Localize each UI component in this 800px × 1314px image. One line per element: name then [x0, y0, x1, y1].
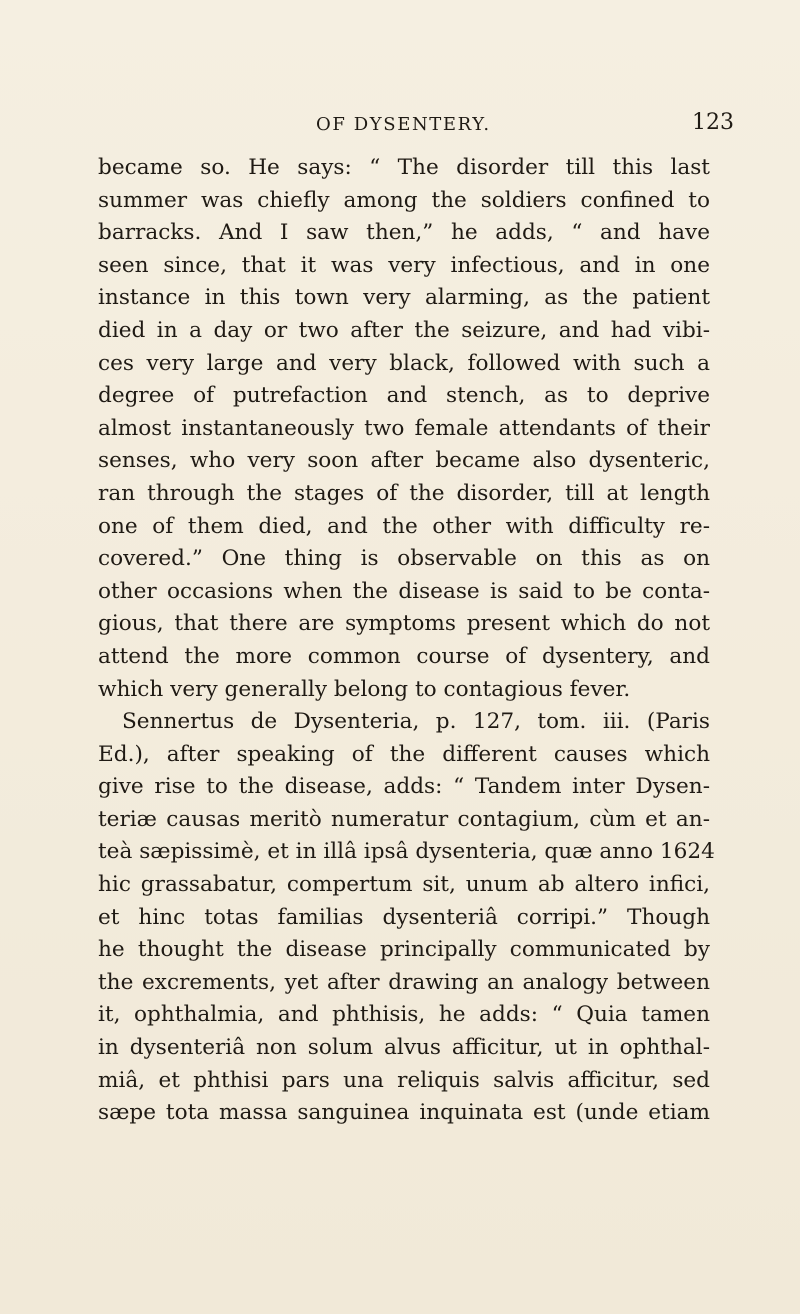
text-line: other occasions when the disease is said to be conta- [98, 578, 710, 604]
text-line: in dysenteriâ non solum alvus afficitur, ut in ophthal- [98, 1035, 710, 1061]
text-line: almost instantaneously two female attendants of their [98, 415, 710, 441]
text-line: ces very large and very black, followed with such a [98, 350, 710, 376]
text-line: summer was chiefly among the soldiers confined to [98, 187, 710, 213]
text-line: it, ophthalmia, and phthisis, he adds: “ Quia tamen [98, 1002, 710, 1028]
body-text [98, 152, 715, 1130]
text-line: gious, that there are symptoms present which do not [98, 611, 710, 637]
text-line: degree of putrefaction and stench, as to deprive [98, 383, 710, 409]
running-head [0, 110, 800, 144]
text-line: he thought the disease principally communicated by [98, 937, 710, 963]
text-line: Ed.), after speaking of the different causes which [98, 741, 710, 767]
text-line: teriæ causas meritò numeratur contagium, cùm et an- [98, 806, 710, 832]
text-line: miâ, et phthisi pars una reliquis salvis afficitur, sed [98, 1067, 710, 1093]
text-line: one of them died, and the other with difficulty re- [98, 513, 710, 539]
text-line: which very generally belong to contagious fever. [98, 676, 631, 702]
text-line: attend the more common course of dysentery, and [98, 643, 710, 669]
running-title: OF DYSENTERY. [316, 114, 491, 135]
text-line: sæpe tota massa sanguinea inquinata est (unde etiam [98, 1100, 710, 1126]
page-number: 123 [692, 110, 734, 135]
text-line: ran through the stages of the disorder, till at length [98, 480, 710, 506]
text-line: became so. He says: “ The disorder till this last [98, 155, 710, 180]
text-line: barracks. And I saw then,” he adds, “ and have [98, 220, 710, 246]
text-line: give rise to the disease, adds: “ Tandem inter Dysen- [98, 774, 710, 800]
text-line: Sennertus de Dysenteria, p. 127, tom. iii. (Paris [122, 709, 710, 735]
text-line: senses, who very soon after became also dysenteric, [98, 448, 710, 474]
text-line: covered.” One thing is observable on this as on [98, 546, 710, 572]
text-line: died in a day or two after the seizure, and had vibi- [98, 317, 710, 343]
text-line: et hinc totas familias dysenteriâ corripi.” Though [98, 904, 710, 930]
text-line: hic grassabatur, compertum sit, unum ab altero infici, [98, 872, 710, 898]
text-line: teà sæpissimè, et in illâ ipsâ dysenteria, quæ anno 1624 [98, 839, 715, 865]
text-line: the excrements, yet after drawing an analogy between [98, 969, 710, 995]
text-line: seen since, that it was very infectious, and in one [98, 252, 710, 278]
text-line: instance in this town very alarming, as the patient [98, 285, 710, 311]
